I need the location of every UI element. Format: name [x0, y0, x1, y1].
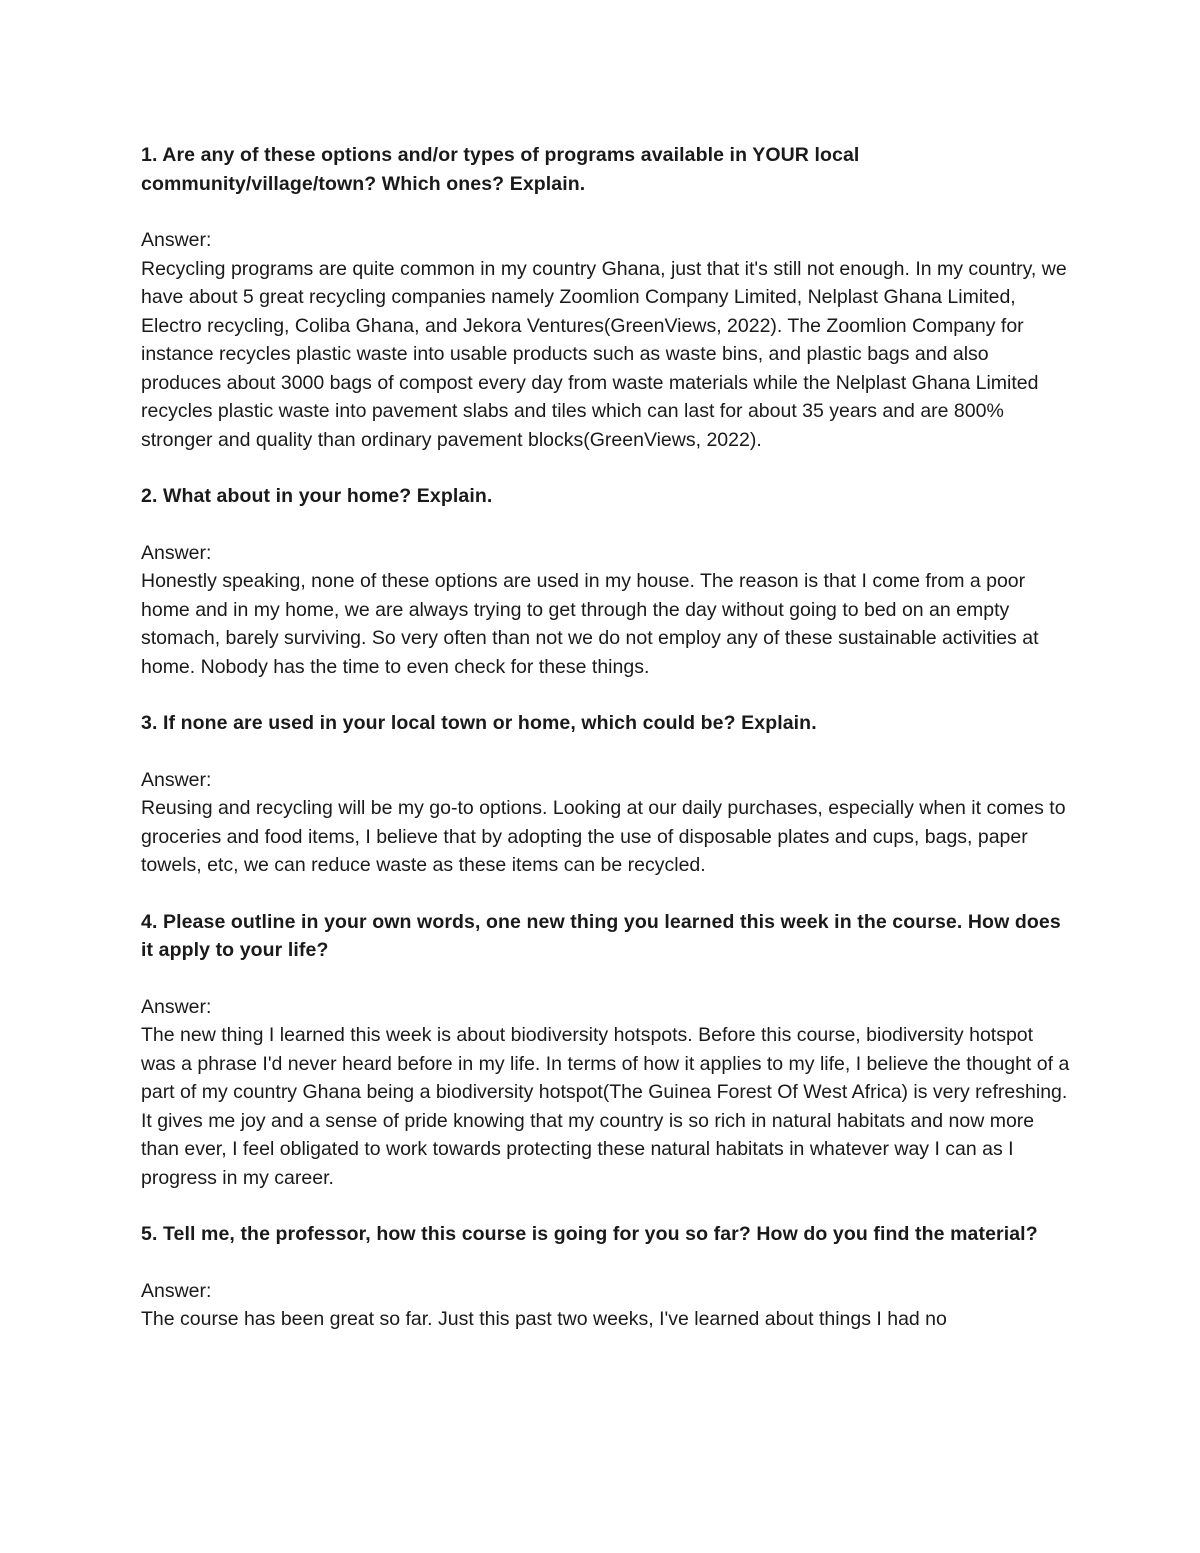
- question-heading: 5. Tell me, the professor, how this course is going for you so far? How do you find the material?: [141, 1223, 1038, 1245]
- answer-text: The course has been great so far. Just this past two weeks, I've learned about things I had no: [141, 1308, 947, 1330]
- answer-label: Answer:: [141, 1279, 212, 1302]
- qa-block-5: [141, 1220, 1071, 1334]
- qa-block-2: [141, 482, 1071, 681]
- answer-label: Answer:: [141, 541, 212, 564]
- answer-text: Honestly speaking, none of these options are used in my house. The reason is that I come from a poor home and in my home, we are always trying to get through the day without going to bed on an empty stomach, barely surviving. So very often than not we do not employ any of these sustainable activities at home. Nobody has the time to even check for these things.: [141, 570, 1039, 678]
- answer-text: The new thing I learned this week is about biodiversity hotspots. Before this course, biodiversity hotspot was a phrase I'd never heard before in my life. In terms of how it applies to my life, I believe the thought of a part of my country Ghana being a biodiversity hotspot(The Guinea Forest Of West Africa) is very refreshing. It gives me joy and a sense of pride knowing that my country is so rich in natural habitats and now more than ever, I feel obligated to work towards protecting these natural habitats in whatever way I can as I progress in my career.: [141, 1024, 1070, 1189]
- answer-text: Reusing and recycling will be my go-to options. Looking at our daily purchases, especially when it comes to groceries and food items, I believe that by adopting the use of disposable plates and cups, bags, paper towels, etc, we can reduce waste as these items can be recycled.: [141, 797, 1066, 876]
- qa-block-1: [141, 141, 1071, 454]
- answer-label: Answer:: [141, 229, 212, 251]
- qa-block-4: [141, 908, 1071, 1193]
- answer-text: Recycling programs are quite common in my country Ghana, just that it's still not enough. In my country, we have about 5 great recycling companies namely Zoomlion Company Limited, Nelplast Ghana Limited, Electro recycling, Coliba Ghana, and Jekora Ventures(GreenViews, 2022). The Zoomlion Company for instance recycles plastic waste into usable products such as waste bins, and plastic bags and also produces about 3000 bags of compost every day from waste materials while the Nelplast Ghana Limited recycles plastic waste into pavement slabs and tiles which can last for about 35 years and are 800% stronger and quality than ordinary pavement blocks(GreenViews, 2022).: [141, 257, 1067, 451]
- question-heading: 4. Please outline in your own words, one new thing you learned this week in the course. How does it apply to your life?: [141, 910, 1061, 961]
- qa-block-3: [141, 709, 1071, 880]
- question-heading: 1. Are any of these options and/or types of programs available in YOUR local community/village/town? Which ones? Explain.: [141, 144, 860, 195]
- question-heading: 2. What about in your home? Explain.: [141, 485, 493, 507]
- question-heading: 3. If none are used in your local town or home, which could be? Explain.: [141, 712, 817, 734]
- answer-label: Answer:: [141, 768, 212, 791]
- document-page: [141, 141, 1071, 1362]
- answer-label: Answer:: [141, 995, 212, 1018]
